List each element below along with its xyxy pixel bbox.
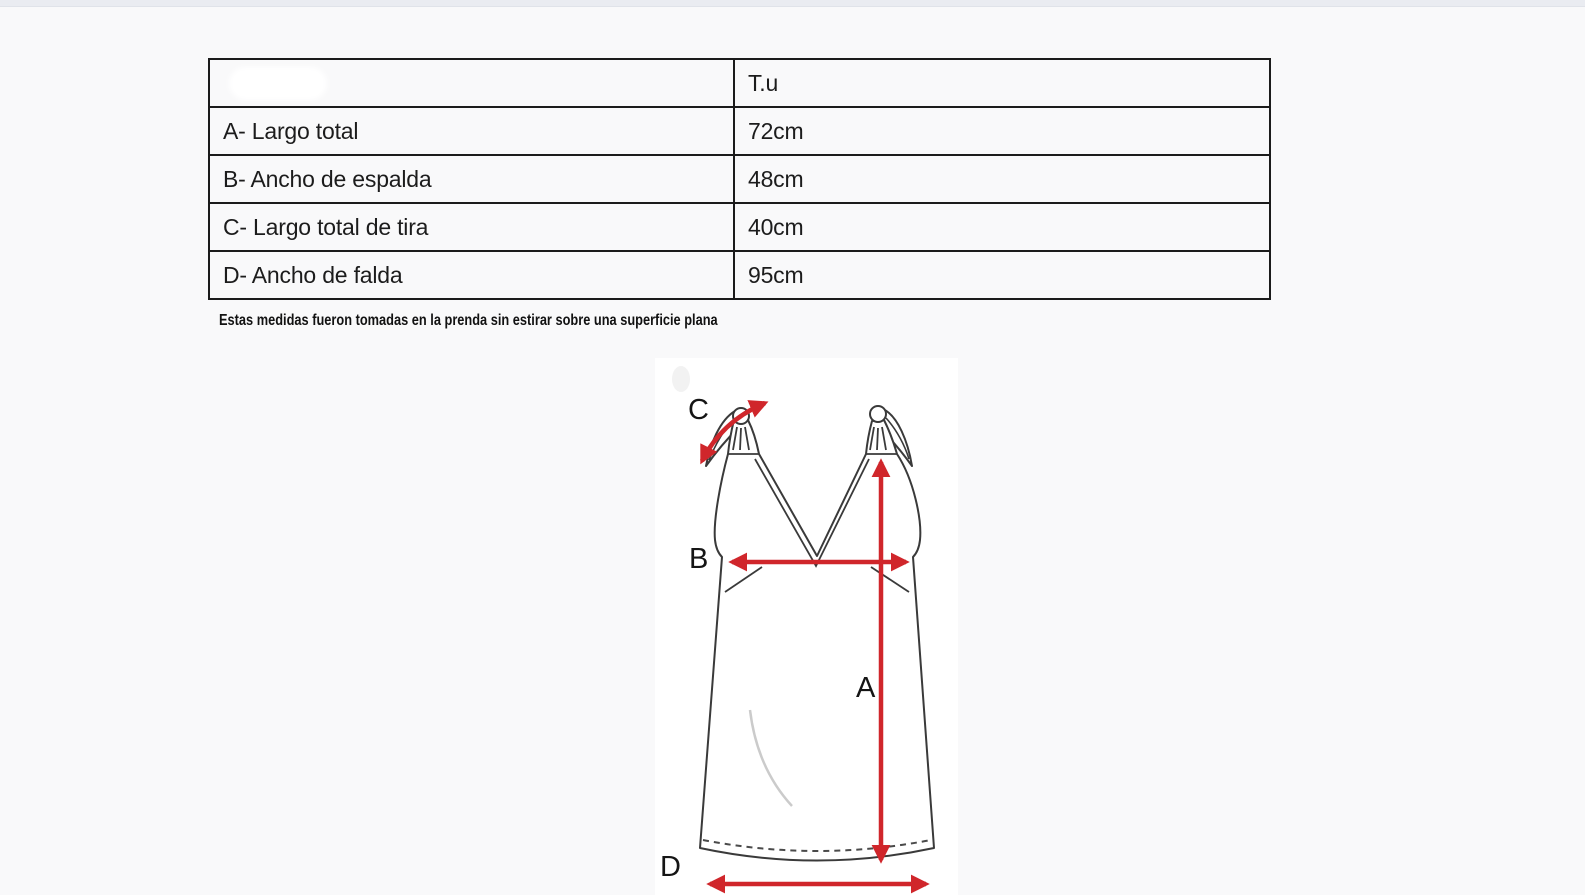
header-cell-empty (209, 59, 734, 107)
row-label: A- Largo total (209, 107, 734, 155)
header-cell-size: T.u (734, 59, 1270, 107)
row-label: B- Ancho de espalda (209, 155, 734, 203)
row-label: D- Ancho de falda (209, 251, 734, 299)
table-row (209, 203, 1270, 251)
row-value: 72cm (734, 107, 1270, 155)
top-divider-bar (0, 0, 1585, 7)
dress-drawing (650, 355, 960, 895)
table-row (209, 155, 1270, 203)
row-label: C- Largo total de tira (209, 203, 734, 251)
table-row (209, 251, 1270, 299)
measurement-note: Estas medidas fueron tomadas en la prenda sin estirar sobre una superficie plana (219, 312, 718, 329)
table-header-row (209, 59, 1270, 107)
size-chart-table (208, 58, 1271, 300)
dress-measurement-diagram (650, 355, 960, 895)
row-value: 95cm (734, 251, 1270, 299)
erased-label-blob (229, 67, 327, 100)
label-b: B (689, 543, 709, 575)
row-value: 48cm (734, 155, 1270, 203)
label-a: A (856, 672, 876, 704)
label-c: C (688, 394, 709, 426)
table-row (209, 107, 1270, 155)
label-d: D (660, 851, 681, 883)
row-value: 40cm (734, 203, 1270, 251)
right-knot (870, 406, 886, 422)
faint-smudge (672, 366, 690, 392)
